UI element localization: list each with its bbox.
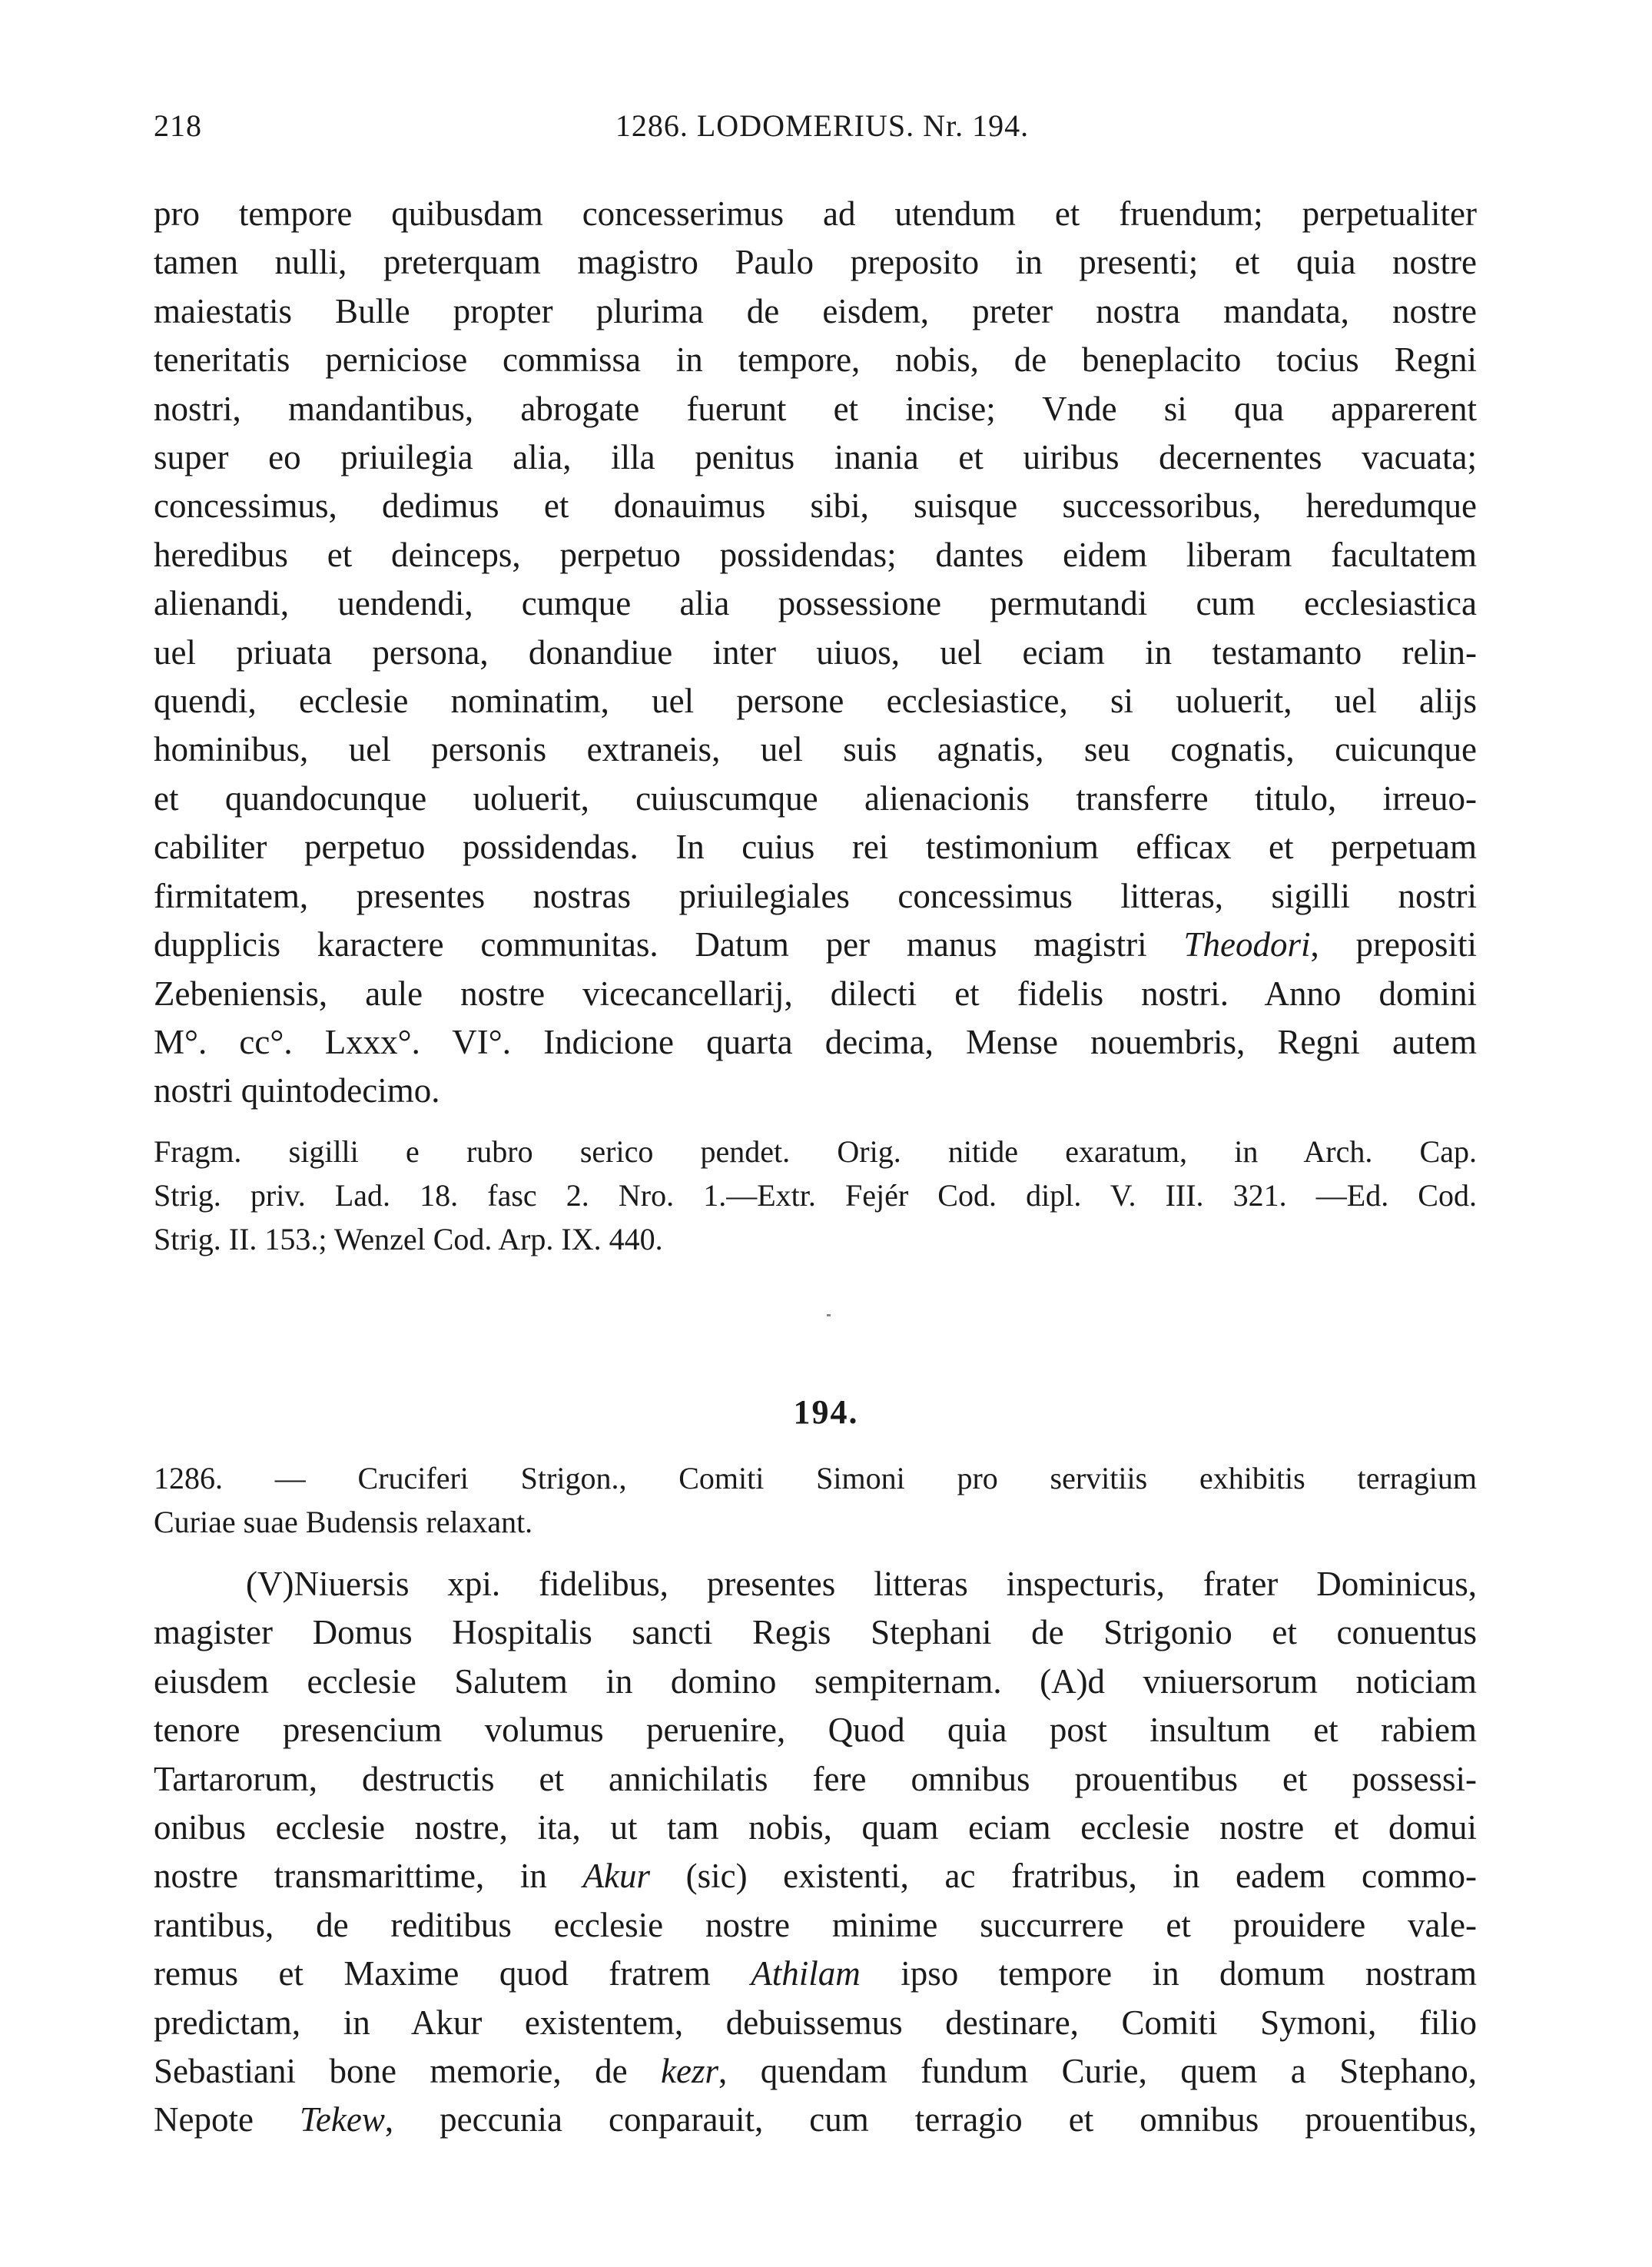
text-line: concessimus, dedimus et donauimus sibi, suisque successoribus, heredumque: [154, 486, 1477, 526]
text-line: quendi, ecclesie nominatim, uel persone ecclesiastice, si uoluerit, uel alijs: [154, 682, 1477, 721]
text-line: maiestatis Bulle propter plurima de eisdem, preter nostra mandata, nostre: [154, 291, 1477, 330]
text-line: rantibus, de reditibus ecclesie nostre minime succurrere et prouidere vale-: [154, 1905, 1477, 1944]
text-line: [154, 1852, 1477, 1900]
text-segment: dupplicis karactere communitas. Datum per manus magistri: [154, 925, 1147, 964]
text-line: nostri, mandantibus, abrogate fuerunt et incise; Vnde si qua apparerent: [154, 389, 1477, 428]
text-segment: nostre transmarittime, in: [154, 1857, 547, 1896]
italic-name: Tekew: [300, 2100, 385, 2139]
text-line: [154, 2047, 1477, 2096]
text-line: alienandi, uendendi, cumque alia possessione permutandi cum ecclesiastica: [154, 584, 1477, 623]
charter-text-continued: [154, 190, 1477, 1116]
text-segment: remus et Maxime quod fratrem: [154, 1954, 711, 1993]
text-line: tamen nulli, preterquam magistro Paulo preposito in presenti; et quia nostre: [154, 243, 1477, 282]
note-line: Fragm. sigilli e rubro serico pendet. Orig. nitide exaratum, in Arch. Cap.: [154, 1134, 1477, 1169]
text-segment: , quendam fundum Curie, quem a Stephano,: [718, 2052, 1477, 2091]
note-line: Strig. priv. Lad. 18. fasc 2. Nro. 1.—Extr. Fejér Cod. dipl. V. III. 321. —Ed. Cod.: [154, 1178, 1477, 1213]
text-line: (V)Niuersis xpi. fidelibus, presentes litteras inspecturis, frater Dominicus,: [246, 1565, 1477, 1603]
text-line: magister Domus Hospitalis sancti Regis Stephani de Strigonio et conuentus: [154, 1613, 1477, 1652]
text-line: predictam, in Akur existentem, debuissemus destinare, Comiti Symoni, filio: [154, 2003, 1477, 2042]
text-line: uel priuata persona, donandiue inter uiuos, uel eciam in testamanto relin-: [154, 632, 1477, 672]
text-line: Tartarorum, destructis et annichilatis fere omnibus prouentibus et possessi-: [154, 1759, 1477, 1798]
section-divider: [827, 1314, 831, 1316]
italic-name: kezr: [661, 2052, 719, 2091]
text-segment: (sic) existenti, ac fratribus, in eadem commo-: [685, 1857, 1478, 1896]
text-line: pro tempore quibusdam concesserimus ad utendum et fruendum; perpetualiter: [154, 194, 1477, 233]
text-segment: ipso tempore in domum nostram: [901, 1954, 1478, 1993]
italic-name: Athilam: [751, 1954, 861, 1993]
text-line: nostri quintodecimo.: [154, 1071, 440, 1110]
text-segment: , peccunia conparauit, cum terragio et omnibus prouentibus,: [384, 2100, 1478, 2139]
text-line: teneritatis perniciose commissa in tempore, nobis, de beneplacito tocius Regni: [154, 340, 1477, 380]
document-number: 194.: [793, 1393, 859, 1431]
text-segment: , prepositi: [1310, 925, 1478, 964]
page-number: 218: [154, 108, 202, 143]
text-line: et quandocunque uoluerit, cuiuscumque alienacionis transferre titulo, irreuo-: [154, 778, 1477, 818]
text-line: Zebeniensis, aule nostre vicecancellarij, dilecti et fidelis nostri. Anno domini: [154, 974, 1477, 1013]
text-line: cabiliter perpetuo possidendas. In cuius rei testimonium efficax et perpetuam: [154, 828, 1477, 867]
note-line: 1286. — Cruciferi Strigon., Comiti Simoni pro servitiis exhibitis terragium: [154, 1461, 1477, 1495]
text-line: onibus ecclesie nostre, ita, ut tam nobis, quam eciam ecclesie nostre et domui: [154, 1808, 1477, 1847]
charter-text-194: [154, 1560, 1477, 2145]
text-line: tenore presencium volumus peruenire, Quod quia post insultum et rabiem: [154, 1711, 1477, 1750]
running-title: 1286. LODOMERIUS. Nr. 194.: [615, 108, 1030, 143]
text-line: firmitatem, presentes nostras priuilegiales concessimus litteras, sigilli nostri: [154, 876, 1477, 915]
text-line: M°. cc°. Lxxx°. VI°. Indicione quarta decima, Mense nouembris, Regni autem: [154, 1022, 1477, 1061]
regest-summary: [154, 1456, 1477, 1544]
page-header: [154, 108, 1491, 154]
text-line: [154, 1950, 1477, 1998]
text-line: super eo priuilegia alia, illa penitus inania et uiribus decernentes vacuata;: [154, 438, 1477, 477]
sources-note: [154, 1130, 1477, 1261]
text-line: [154, 2096, 1477, 2144]
note-line: Strig. II. 153.; Wenzel Cod. Arp. IX. 440.: [154, 1222, 663, 1256]
text-segment: Nepote: [154, 2100, 254, 2139]
italic-name: Akur: [582, 1857, 650, 1896]
text-line: eiusdem ecclesie Salutem in domino sempiternam. (A)d vniuersorum noticiam: [154, 1661, 1477, 1701]
text-line: [154, 921, 1477, 969]
italic-name: Theodori: [1183, 925, 1311, 964]
text-line: hominibus, uel personis extraneis, uel suis agnatis, seu cognatis, cuicunque: [154, 730, 1477, 769]
text-segment: Sebastiani bone memorie, de: [154, 2052, 628, 2091]
note-line: Curiae suae Budensis relaxant.: [154, 1505, 533, 1539]
text-line: heredibus et deinceps, perpetuo possidendas; dantes eidem liberam facultatem: [154, 535, 1477, 574]
